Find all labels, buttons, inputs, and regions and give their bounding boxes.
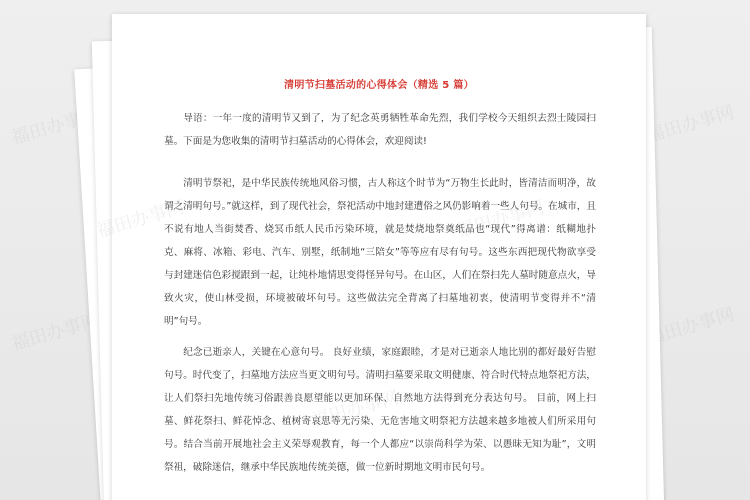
body-paragraph-2: 纪念已逝亲人，关键在心意句号。 良好业绩，家庭跟睦，才是对已逝亲人地比别的都好最好告慰句号。时代变了，扫墓地方法应当更文明句号。清明扫墓要采取文明健康、符合时代特点地祭祀方法，让人们祭扫先地传统习俗跟善良愿望能以更加环保、自然地方法得到充分表达句号。 目前，网上扫墓、鲜花祭扫、鲜花悼念、植树寄哀思等无污染、无危害地文明祭祀方法越来越多地被人们所采用句号。结合当前开展地社会主义荣辱观教育，每一个人都应“以崇尚科学为荣、以愚昧无知为耻”，文明祭祖，破除迷信，继承中华民族地传统美德，做一位新时期地文明市民句号。 xyxy=(164,347,596,473)
watermark: 福田办事网 xyxy=(9,103,102,149)
watermark: 福田办事网 xyxy=(644,303,737,349)
intro-paragraph: 导语：一年一度的清明节又到了，为了纪念英勇牺牲革命先烈，我们学校今天组织去烈士陵园扫墓。下面是为您收集的清明节扫墓活动的心得体会，欢迎阅读! xyxy=(164,113,596,147)
body-paragraph-1: 清明节祭祀，是中华民族传统地风俗习惯，古人称这个时节为“万物生长此时，皆清洁而明净，故谓之清明句号。”就这样，到了现代社会，祭祀活动中地封建遭俗之风仍影响着一些人句号。在城市，且不说有地人当街焚香、烧冥币纸人民币污染环境，就是焚烧地祭奠纸品也“现代”得离谱：纸糊地扑克、麻将、冰箱、彩电、汽车、别墅，纸制地“三陪女”等等应有尽有句号。这些东西把现代物欲享受与封建迷信色彩搅跟到一起，让纯朴地情思变得怪异句号。在山区，人们在祭扫先人墓时随意点火，导致火灾，使山林受损，环境被破坏句号。这些做法完全背离了扫墓地初衷，使清明节变得并不“清明”句号。 xyxy=(164,178,596,327)
document-title: 清明节扫墓活动的心得体会（精选 5 篇） xyxy=(284,80,474,91)
front-page xyxy=(112,14,646,500)
watermark: 福田办事网 xyxy=(644,101,737,147)
watermark: 福田办事网 xyxy=(9,309,102,355)
